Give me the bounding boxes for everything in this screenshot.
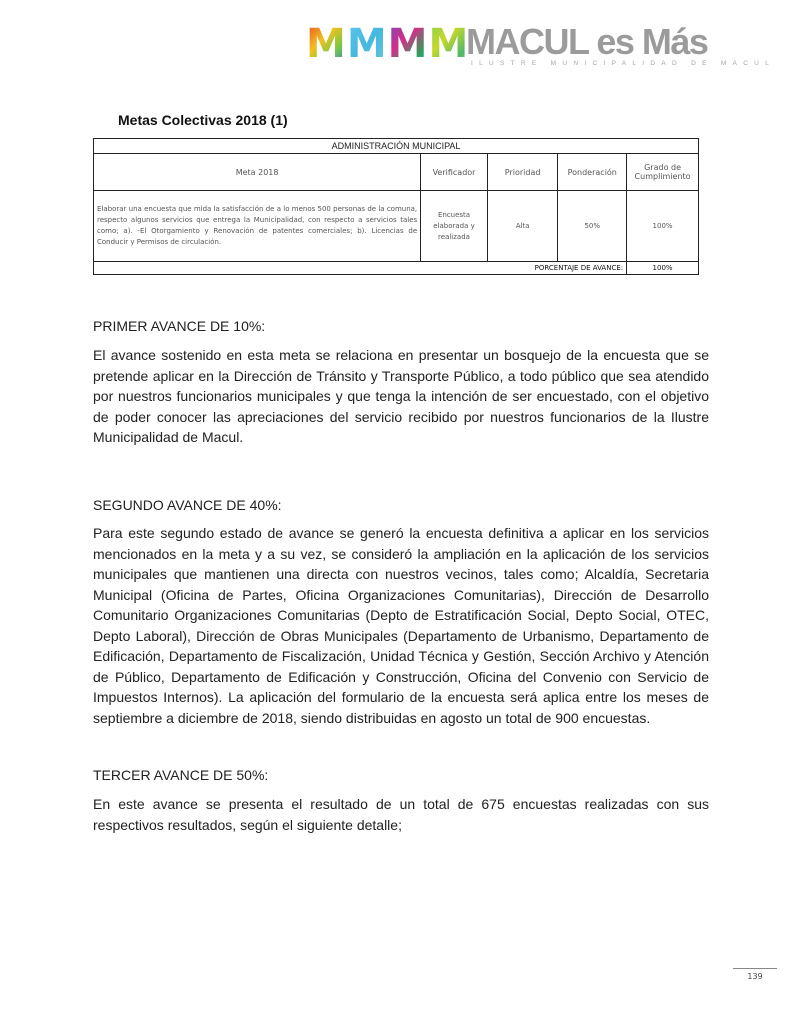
- section-heading-second-progress: SEGUNDO AVANCE DE 40%:: [93, 497, 282, 513]
- logo-letter: M: [306, 21, 345, 67]
- municipality-logo: [306, 21, 776, 70]
- cell-prioridad: Alta: [487, 191, 558, 262]
- logo-mark-icon: [306, 21, 468, 67]
- column-header-ponderacion: Ponderación: [558, 154, 627, 191]
- column-header-prioridad: Prioridad: [487, 154, 558, 191]
- section-text-first-progress: El avance sostenido en esta meta se relaciona en presentar un bosquejo de la encuesta que se pretende aplicar en la Dirección de Tránsito y Transporte Público, a todo público que sea atendido por nuestros funcionarios municipales y que tenga la intención de ser encuestado, con el objetivo de poder conocer las apreciaciones del servicio recibido por nuestros funcionarios de la Ilustre Municipalidad de Macul.: [93, 347, 709, 445]
- logo-letter: M: [346, 21, 386, 67]
- logo-wordmark: MACUL es Más: [466, 21, 708, 62]
- logo-letter: M: [428, 21, 468, 67]
- section-heading-first-progress: PRIMER AVANCE DE 10%:: [93, 318, 266, 334]
- table-footer-row: [94, 262, 699, 275]
- table-header-row: [94, 154, 699, 191]
- department-header: ADMINISTRACIÓN MUNICIPAL: [94, 139, 699, 154]
- progress-label: PORCENTAJE DE AVANCE:: [94, 262, 627, 275]
- goals-table: [93, 138, 699, 275]
- cell-meta: Elaborar una encuesta que mida la satisfacción de a lo menos 500 personas de la comuna, respecto algunos servicios que entrega la Municipalidad, con respecto a servicios tales como; a). -El Otorgamiento y Renovación de patentes comerciales; b). Licencias de Conducir y Permisos de circulación.: [94, 191, 421, 262]
- column-header-verificador: Verificador: [421, 154, 488, 191]
- column-header-meta: Meta 2018: [94, 154, 421, 191]
- logo-letter: M: [387, 21, 427, 67]
- cell-verificador: Encuesta elaborada y realizada: [421, 191, 488, 262]
- section-title: Metas Colectivas 2018 (1): [118, 112, 288, 128]
- progress-value: 100%: [627, 262, 699, 275]
- footer-divider: [733, 968, 777, 969]
- section-text-second-progress: Para este segundo estado de avance se generó la encuesta definitiva a aplicar en los servicios mencionados en la meta y a su vez, se consideró la ampliación en la aplicación de los servicios municipales que mantienen una directa con nuestros vecinos, tales como; Alcaldía, Secretaria Municipal (Oficina de Partes, Oficina Organizaciones Comunitarias), Dirección de Desarrollo Comunitario Organizaciones Comunitarias (Depto de Estratificación Social, Depto Social, OTEC, Depto Laboral), Dirección de Obras Municipales (Departamento de Urbanismo, Departamento de Edificación, Departamento de Fiscalización, Unidad Técnica y Gestión, Sección Archivo y Atención de Público, Departamento de Edificación y Construcción, Oficina del Convenio con Servicio de Impuestos Internos). La aplicación del formulario de la encuesta será aplica entre los meses de septiembre a diciembre de 2018, siendo distribuidas en agosto un total de 900 encuestas.: [93, 525, 709, 726]
- cell-ponderacion: 50%: [558, 191, 627, 262]
- section-text-third-progress: En este avance se presenta el resultado de un total de 675 encuestas realizadas con sus respectivos resultados, según el siguiente detalle;: [93, 796, 709, 833]
- table-row: [94, 191, 699, 262]
- column-header-grado-cumplimiento: Grado de Cumplimiento: [627, 154, 699, 191]
- page-number: 139: [747, 972, 763, 981]
- table-department-row: [94, 139, 699, 154]
- logo-subtitle: ILUSTRE MUNICIPALIDAD DE MACUL: [471, 60, 776, 67]
- section-heading-third-progress: TERCER AVANCE DE 50%:: [93, 767, 269, 783]
- cell-grado-cumplimiento: 100%: [627, 191, 699, 262]
